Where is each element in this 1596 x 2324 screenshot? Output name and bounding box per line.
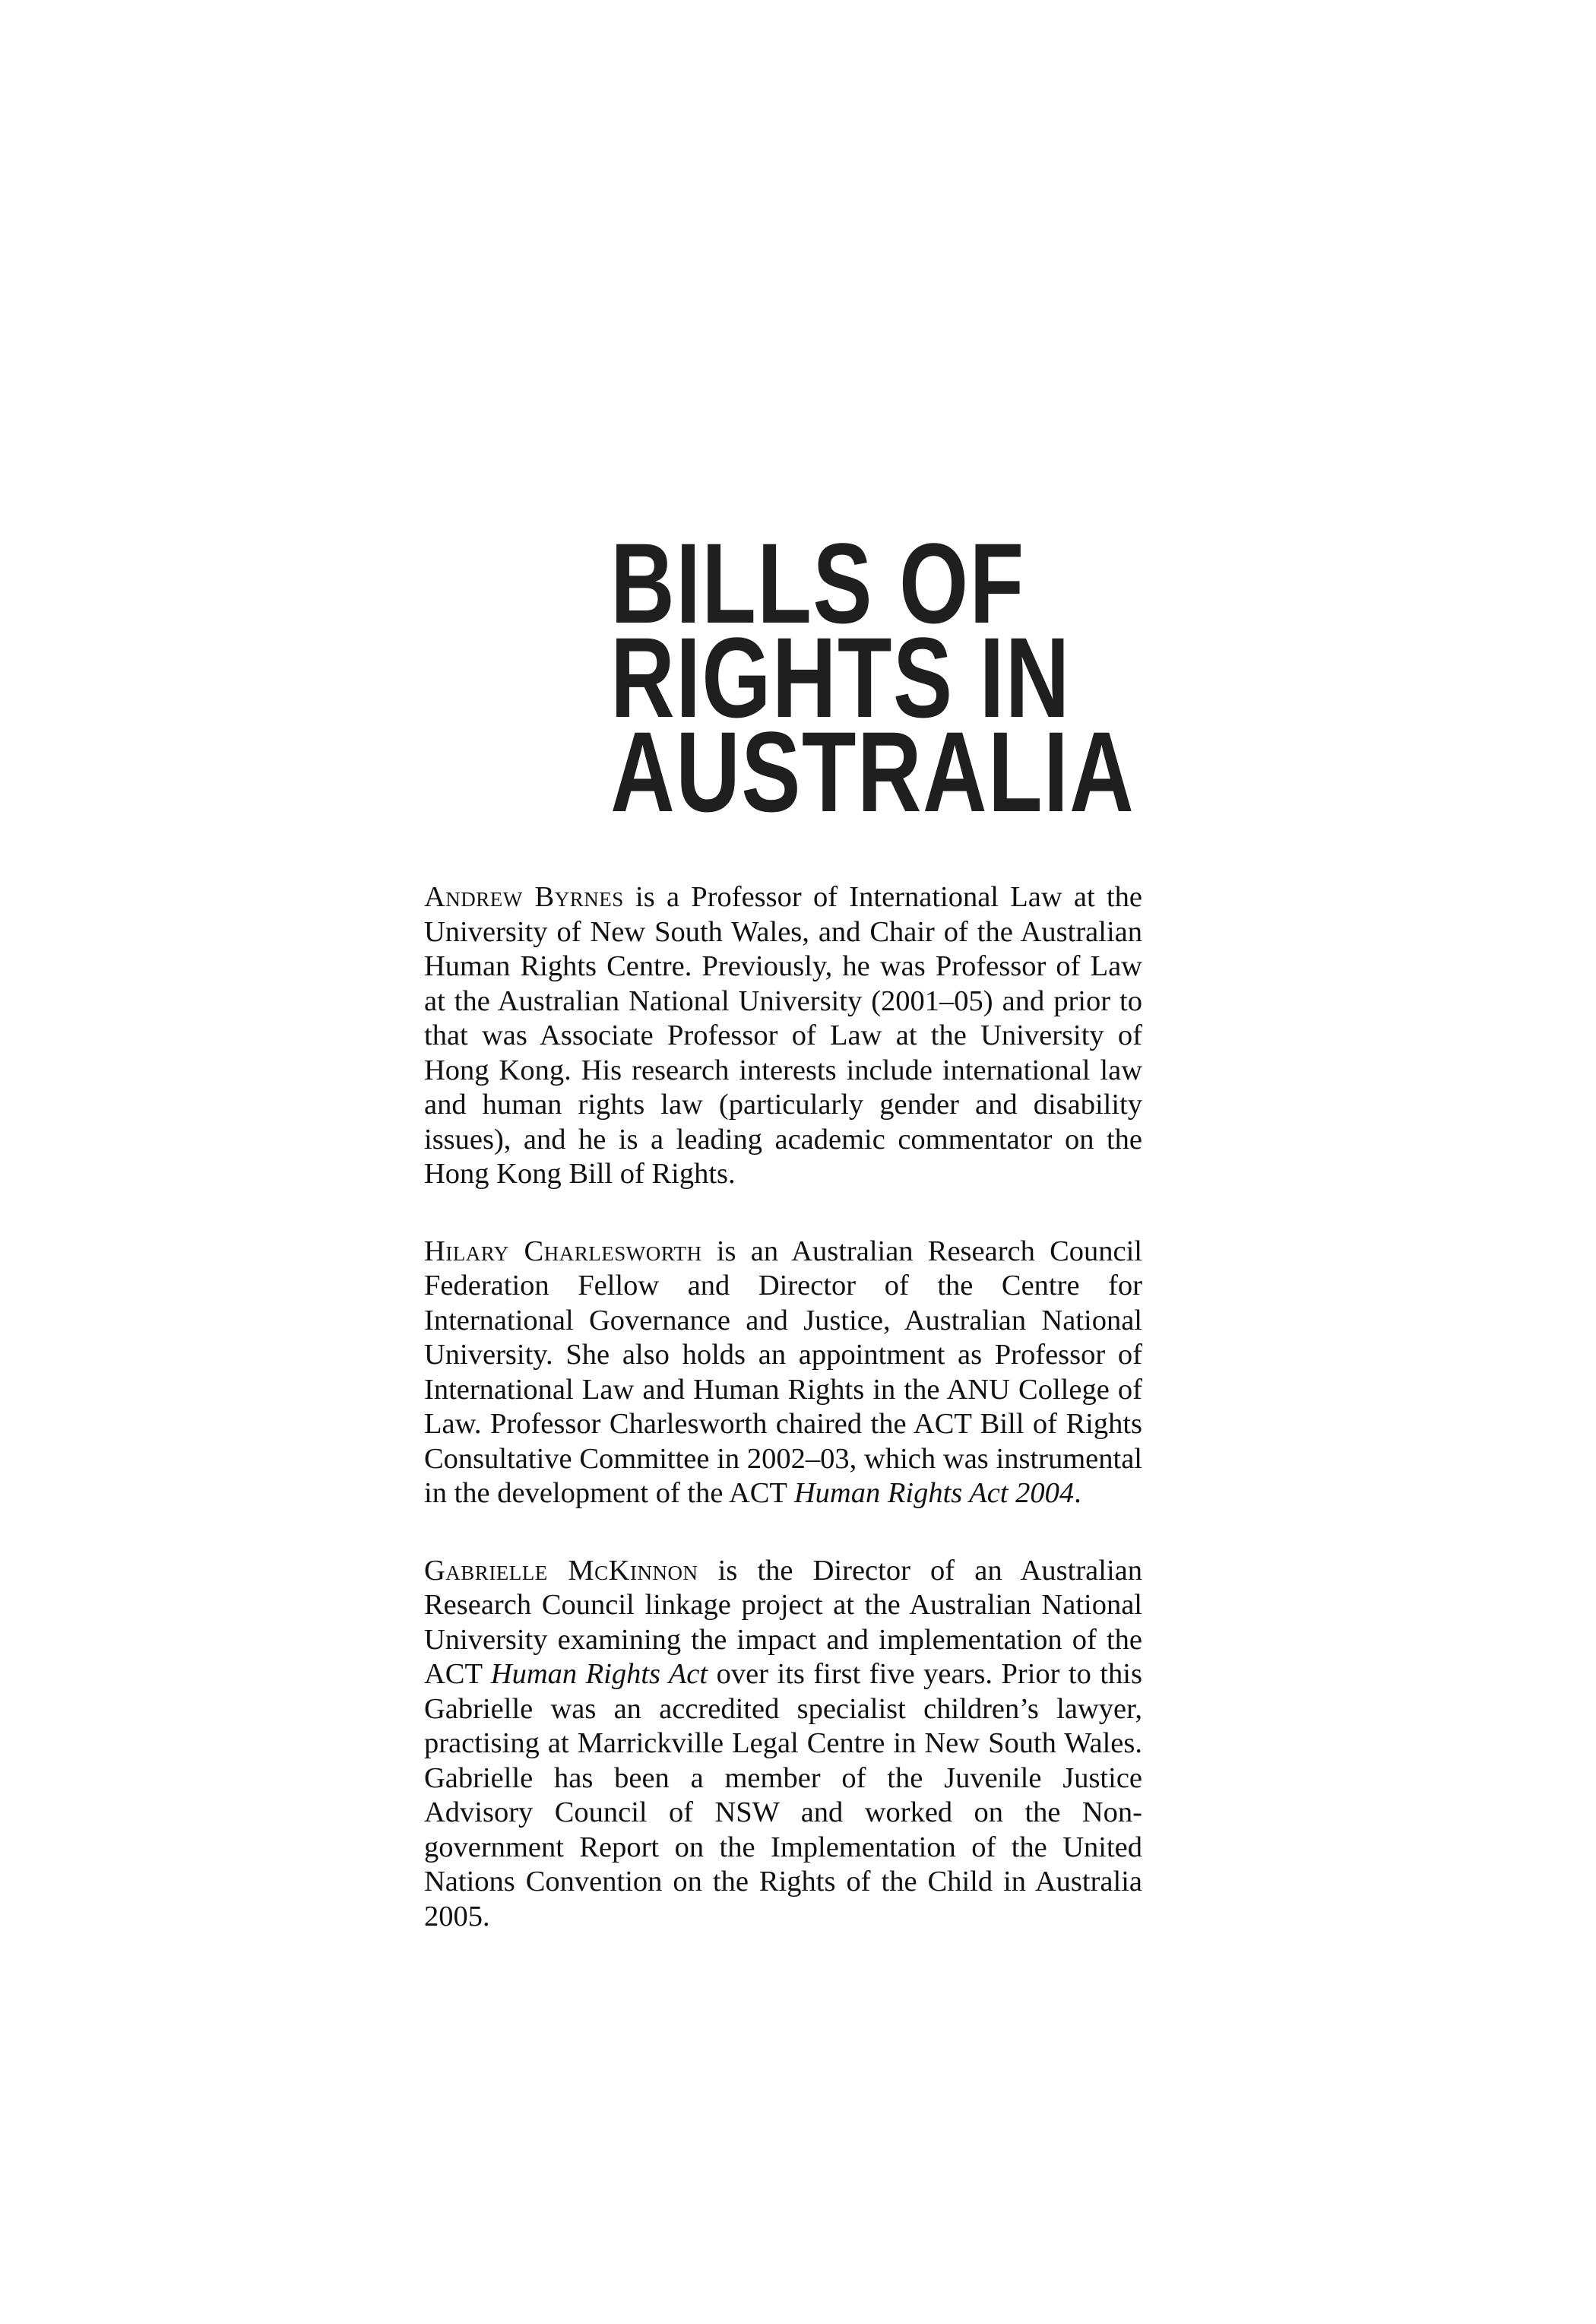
act-title: Human Rights Act 2004 bbox=[793, 1477, 1075, 1509]
author-bio-text-end: . bbox=[1074, 1477, 1081, 1509]
author-bio-text: is a Professor of International Law at the University of New South Wales, and Chair of the Australian Human Rights Centre. Previously, he was Professor of Law at the Australian National University (2001–05) and prior to that was Associate Professor of Law at the University of Hong Kong. His research interests include international law and human rights law (particularly gender and disability issues), and he is a leading academic commentator on the Hong Kong Bill of Rights. bbox=[424, 881, 1143, 1190]
book-title-line-2: RIGHTS IN bbox=[610, 613, 1071, 741]
book-title-line-1: BILLS OF bbox=[610, 519, 1025, 647]
author-bio-text: is an Australian Research Council Federation Fellow and Director of the Centre for International Governance and Justice, Australian National University. She also holds an appointment as Professor of International Law and Human Rights in the ANU College of Law. Professor Charlesworth chaired the ACT Bill of Rights Consultative Committee in 2002–03, which was instrumental in the development of the ACT bbox=[424, 1235, 1143, 1509]
author-name: Gabrielle McKinnon bbox=[424, 1554, 698, 1587]
book-title-line-3: AUSTRALIA bbox=[610, 708, 1135, 835]
author-bio-text-end: over its first five years. Prior to this Gabrielle was an accredited specialist children’s lawyer, practising at Marrickville Legal Centre in New South Wales. Gabrielle has been a member of the Juvenile Justice Advisory Council of NSW and worked on the Non-government Report on the Implementation of the United Nations Convention on the Rights of the Child in Australia 2005. bbox=[424, 1658, 1142, 1932]
author-bios bbox=[424, 880, 1142, 1977]
act-title: Human Rights Act bbox=[490, 1658, 708, 1690]
author-bio-charlesworth bbox=[424, 1235, 1142, 1511]
author-bio-text: is the Director of an Australian Research Council linkage project at the Australian National University examining the impact and implementation of the ACT bbox=[424, 1554, 1143, 1690]
book-title bbox=[610, 519, 1135, 835]
author-name: Andrew Byrnes bbox=[424, 881, 624, 913]
author-bio-mckinnon bbox=[424, 1554, 1142, 1935]
author-bio-byrnes bbox=[424, 880, 1142, 1192]
author-name: Hilary Charlesworth bbox=[424, 1235, 702, 1267]
